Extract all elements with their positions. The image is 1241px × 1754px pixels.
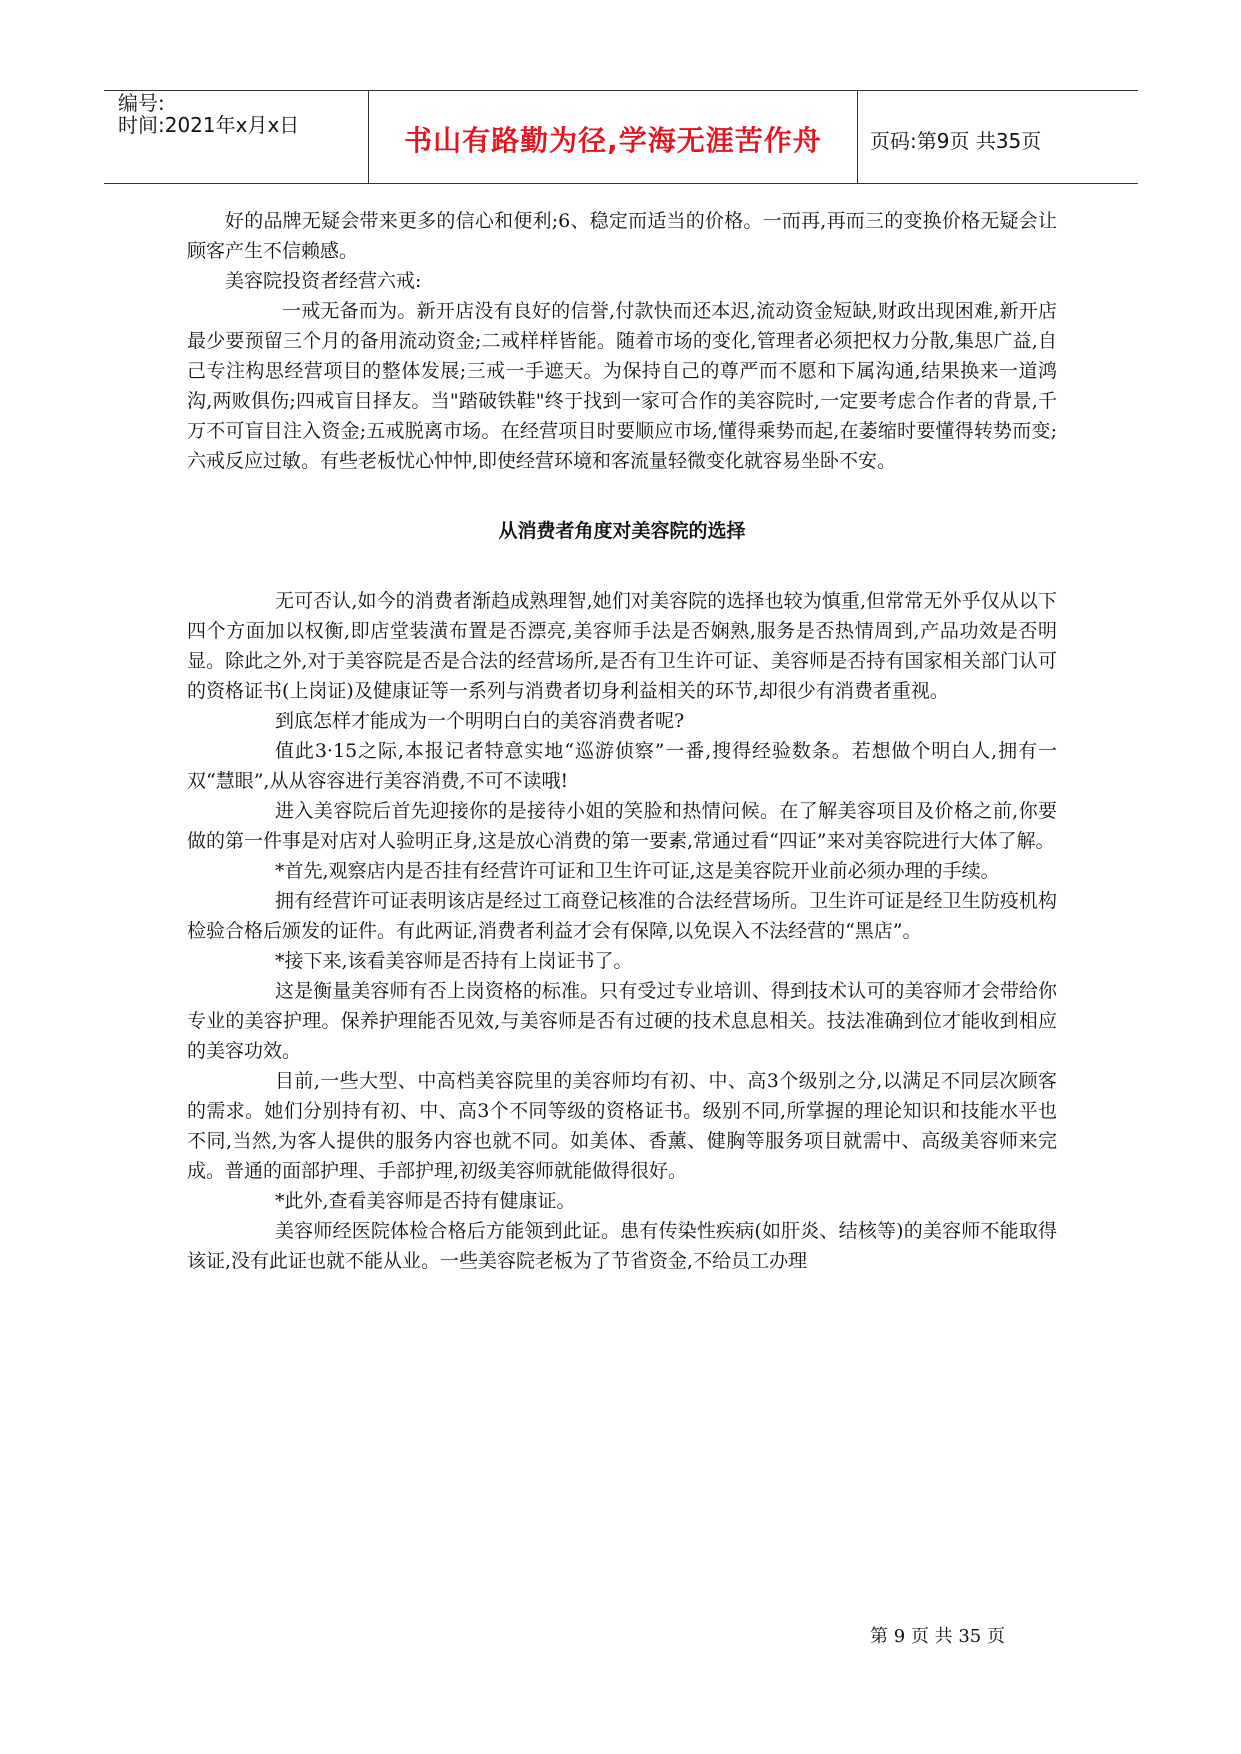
header-motto: 书山有路勤为径,学海无涯苦作舟 [404, 124, 822, 157]
page-footer: 第 9 页 共 35 页 [870, 1626, 1005, 1647]
header-info-cell [104, 91, 368, 183]
document-header [104, 90, 1138, 184]
paragraph: *此外,查看美容师是否持有健康证。 [275, 1190, 576, 1212]
paragraph: 目前,一些大型、中高档美容院里的美容师均有初、中、高3个级别之分,以满足不同层次顾客的需求。她们分别持有初、中、高3个不同等级的资格证书。级别不同,所掌握的理论知识和技能水平也不同,当然,为客人提供的服务内容也就不同。如美体、香薰、健胸等服务项目就需中、高级美容师来完成。普通的面部护理、手部护理,初级美容师就能做得很好。 [187, 1070, 1057, 1182]
paragraph: 这是衡量美容师有否上岗资格的标准。只有受过专业培训、得到技术认可的美容师才会带给你专业的美容护理。保养护理能否见效,与美容师是否有过硬的技术息息相关。技法准确到位才能收到相应的美容功效。 [187, 980, 1057, 1062]
paragraph: *首先,观察店内是否挂有经营许可证和卫生许可证,这是美容院开业前必须办理的手续。 [275, 860, 1000, 882]
paragraph: 无可否认,如今的消费者渐趋成熟理智,她们对美容院的选择也较为慎重,但常常无外乎仅从以下四个方面加以权衡,即店堂装潢布置是否漂亮,美容师手法是否娴熟,服务是否热情周到,产品功效是否明显。除此之外,对于美容院是否是合法的经营场所,是否有卫生许可证、美容师是否持有国家相关部门认可的资格证书(上岗证)及健康证等一系列与消费者切身利益相关的环节,却很少有消费者重视。 [187, 590, 1057, 702]
paragraph: 值此3·15之际,本报记者特意实地“巡游侦察”一番,搜得经验数条。若想做个明白人,拥有一双“慧眼”,从从容容进行美容消费,不可不读哦! [187, 740, 1057, 792]
paragraph: *接下来,该看美容师是否持有上岗证书了。 [275, 950, 633, 972]
header-page-cell [858, 91, 1138, 183]
header-motto-cell [368, 91, 858, 183]
paragraph: 进入美容院后首先迎接你的是接待小姐的笑脸和热情问候。在了解美容项目及价格之前,你要做的第一件事是对店对人验明正身,这是放心消费的第一要素,常通过看“四证”来对美容院进行大体了解。 [187, 800, 1057, 852]
document-time-label: 时间:2021年x月x日 [118, 113, 300, 137]
section-title: 从消费者角度对美容院的选择 [498, 520, 746, 542]
document-number-label: 编号: [118, 91, 165, 115]
paragraph: 美容师经医院体检合格后方能领到此证。患有传染性疾病(如肝炎、结核等)的美容师不能取得该证,没有此证也就不能从业。一些美容院老板为了节省资金,不给员工办理 [187, 1220, 1057, 1272]
paragraph: 好的品牌无疑会带来更多的信心和便利;6、稳定而适当的价格。一而再,再而三的变换价格无疑会让顾客产生不信赖感。 [187, 210, 1057, 262]
paragraph: 到底怎样才能成为一个明明白白的美容消费者呢? [275, 710, 685, 732]
paragraph: 美容院投资者经营六戒: [225, 270, 422, 292]
document-body [187, 206, 1057, 1276]
header-page-code: 页码:第9页 共35页 [870, 129, 1042, 153]
paragraph: 一戒无备而为。新开店没有良好的信誉,付款快而还本迟,流动资金短缺,财政出现困难,新开店最少要预留三个月的备用流动资金;二戒样样皆能。随着市场的变化,管理者必须把权力分散,集思广益,自己专注构思经营项目的整体发展;三戒一手遮天。为保持自己的尊严而不愿和下属沟通,结果换来一道鸿沟,两败俱伤;四戒盲目择友。当"踏破铁鞋"终于找到一家可合作的美容院时,一定要考虑合作者的背景,千万不可盲目注入资金;五戒脱离市场。在经营项目时要顺应市场,懂得乘势而起,在萎缩时要懂得转势而变;六戒反应过敏。有些老板忧心忡忡,即使经营环境和客流量轻微变化就容易坐卧不安。 [187, 300, 1057, 472]
paragraph: 拥有经营许可证表明该店是经过工商登记核准的合法经营场所。卫生许可证是经卫生防疫机构检验合格后颁发的证件。有此两证,消费者利益才会有保障,以免误入不法经营的“黑店”。 [187, 890, 1057, 942]
